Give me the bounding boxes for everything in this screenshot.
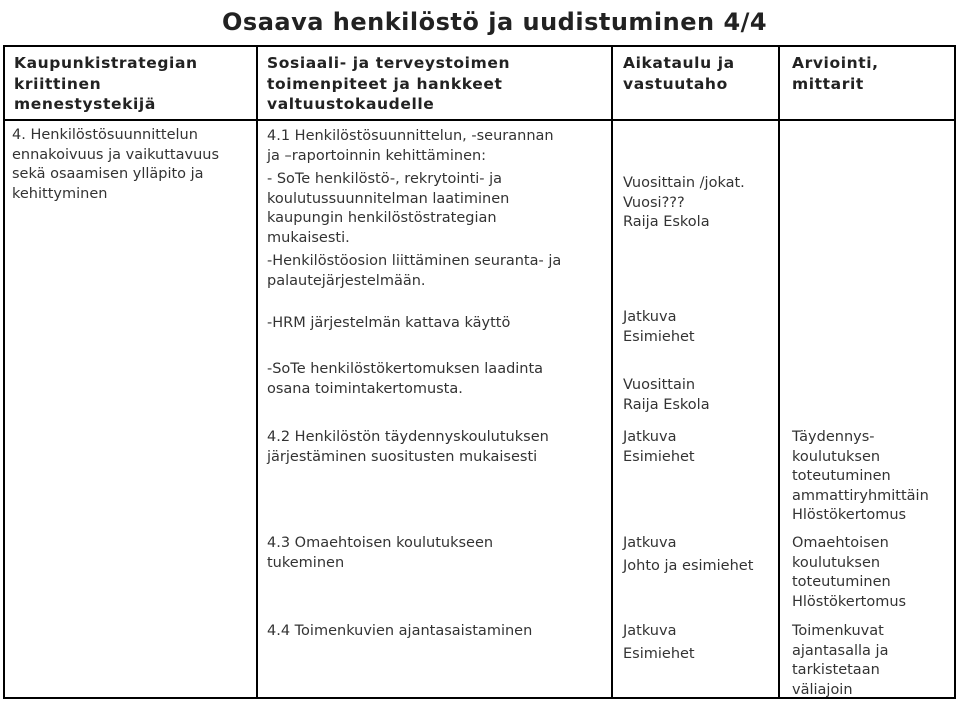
schedule-4-4: Jatkuva Esimiehet	[623, 623, 695, 662]
column-divider	[611, 45, 613, 699]
schedule-4-2: Jatkuva Esimiehet	[623, 429, 695, 465]
strategic-factor-text: 4. Henkilöstösuunnittelun ennakoivuus ja vaikuttavuus sekä osaamisen ylläpito ja kehittyminen	[12, 127, 220, 202]
header-actions: Sosiaali- ja terveystoimen toimenpiteet ja hankkeet valtuustokaudelle	[267, 54, 511, 113]
action-hrm: -HRM järjestelmän kattava käyttö	[267, 315, 511, 331]
header-divider	[3, 119, 956, 121]
action-4-4: 4.4 Toimenkuvien ajantasaistaminen	[267, 623, 533, 639]
schedule-4-1: Vuosittain /jokat. Vuosi??? Raija Eskola	[623, 175, 745, 230]
metric-4-4: Toimenkuvat ajantasalla ja tarkistetaan väliajoin	[792, 623, 889, 698]
action-4-1: 4.1 Henkilöstösuunnittelun, -seurannan ja –raportoinnin kehittäminen: - SoTe henkilöstö-, rekrytointi- ja koulutussuunnitelman laatiminen kaupungin henkilöstöstrategian mukaisesti. -Henkilöstöosion liittäminen seuranta- ja palautejärjestelmään.	[267, 128, 562, 289]
header-metrics: Arviointi, mittarit	[792, 54, 879, 93]
schedule-hrm: Jatkuva Esimiehet	[623, 309, 695, 345]
header-strategic-factor: Kaupunkistrategian kriittinen menestystekijä	[14, 54, 198, 113]
column-divider	[256, 45, 258, 699]
metric-4-2: Täydennys- koulutuksen toteutuminen ammattiryhmittäin Hlöstökertomus	[792, 429, 929, 523]
metric-4-3: Omaehtoisen koulutuksen toteutuminen Hlöstökertomus	[792, 535, 907, 610]
action-personnel-report: -SoTe henkilöstökertomuksen laadinta osana toimintakertomusta.	[267, 361, 544, 397]
action-4-3: 4.3 Omaehtoisen koulutukseen tukeminen	[267, 535, 494, 571]
action-4-2: 4.2 Henkilöstön täydennyskoulutuksen järjestäminen suositusten mukaisesti	[267, 429, 549, 465]
page-title: Osaava henkilöstö ja uudistuminen 4/4	[222, 8, 768, 36]
schedule-4-3: Jatkuva Johto ja esimiehet	[623, 535, 754, 574]
column-divider	[778, 45, 780, 699]
header-schedule: Aikataulu ja vastuutaho	[623, 54, 735, 93]
schedule-personnel-report: Vuosittain Raija Eskola	[623, 377, 710, 413]
